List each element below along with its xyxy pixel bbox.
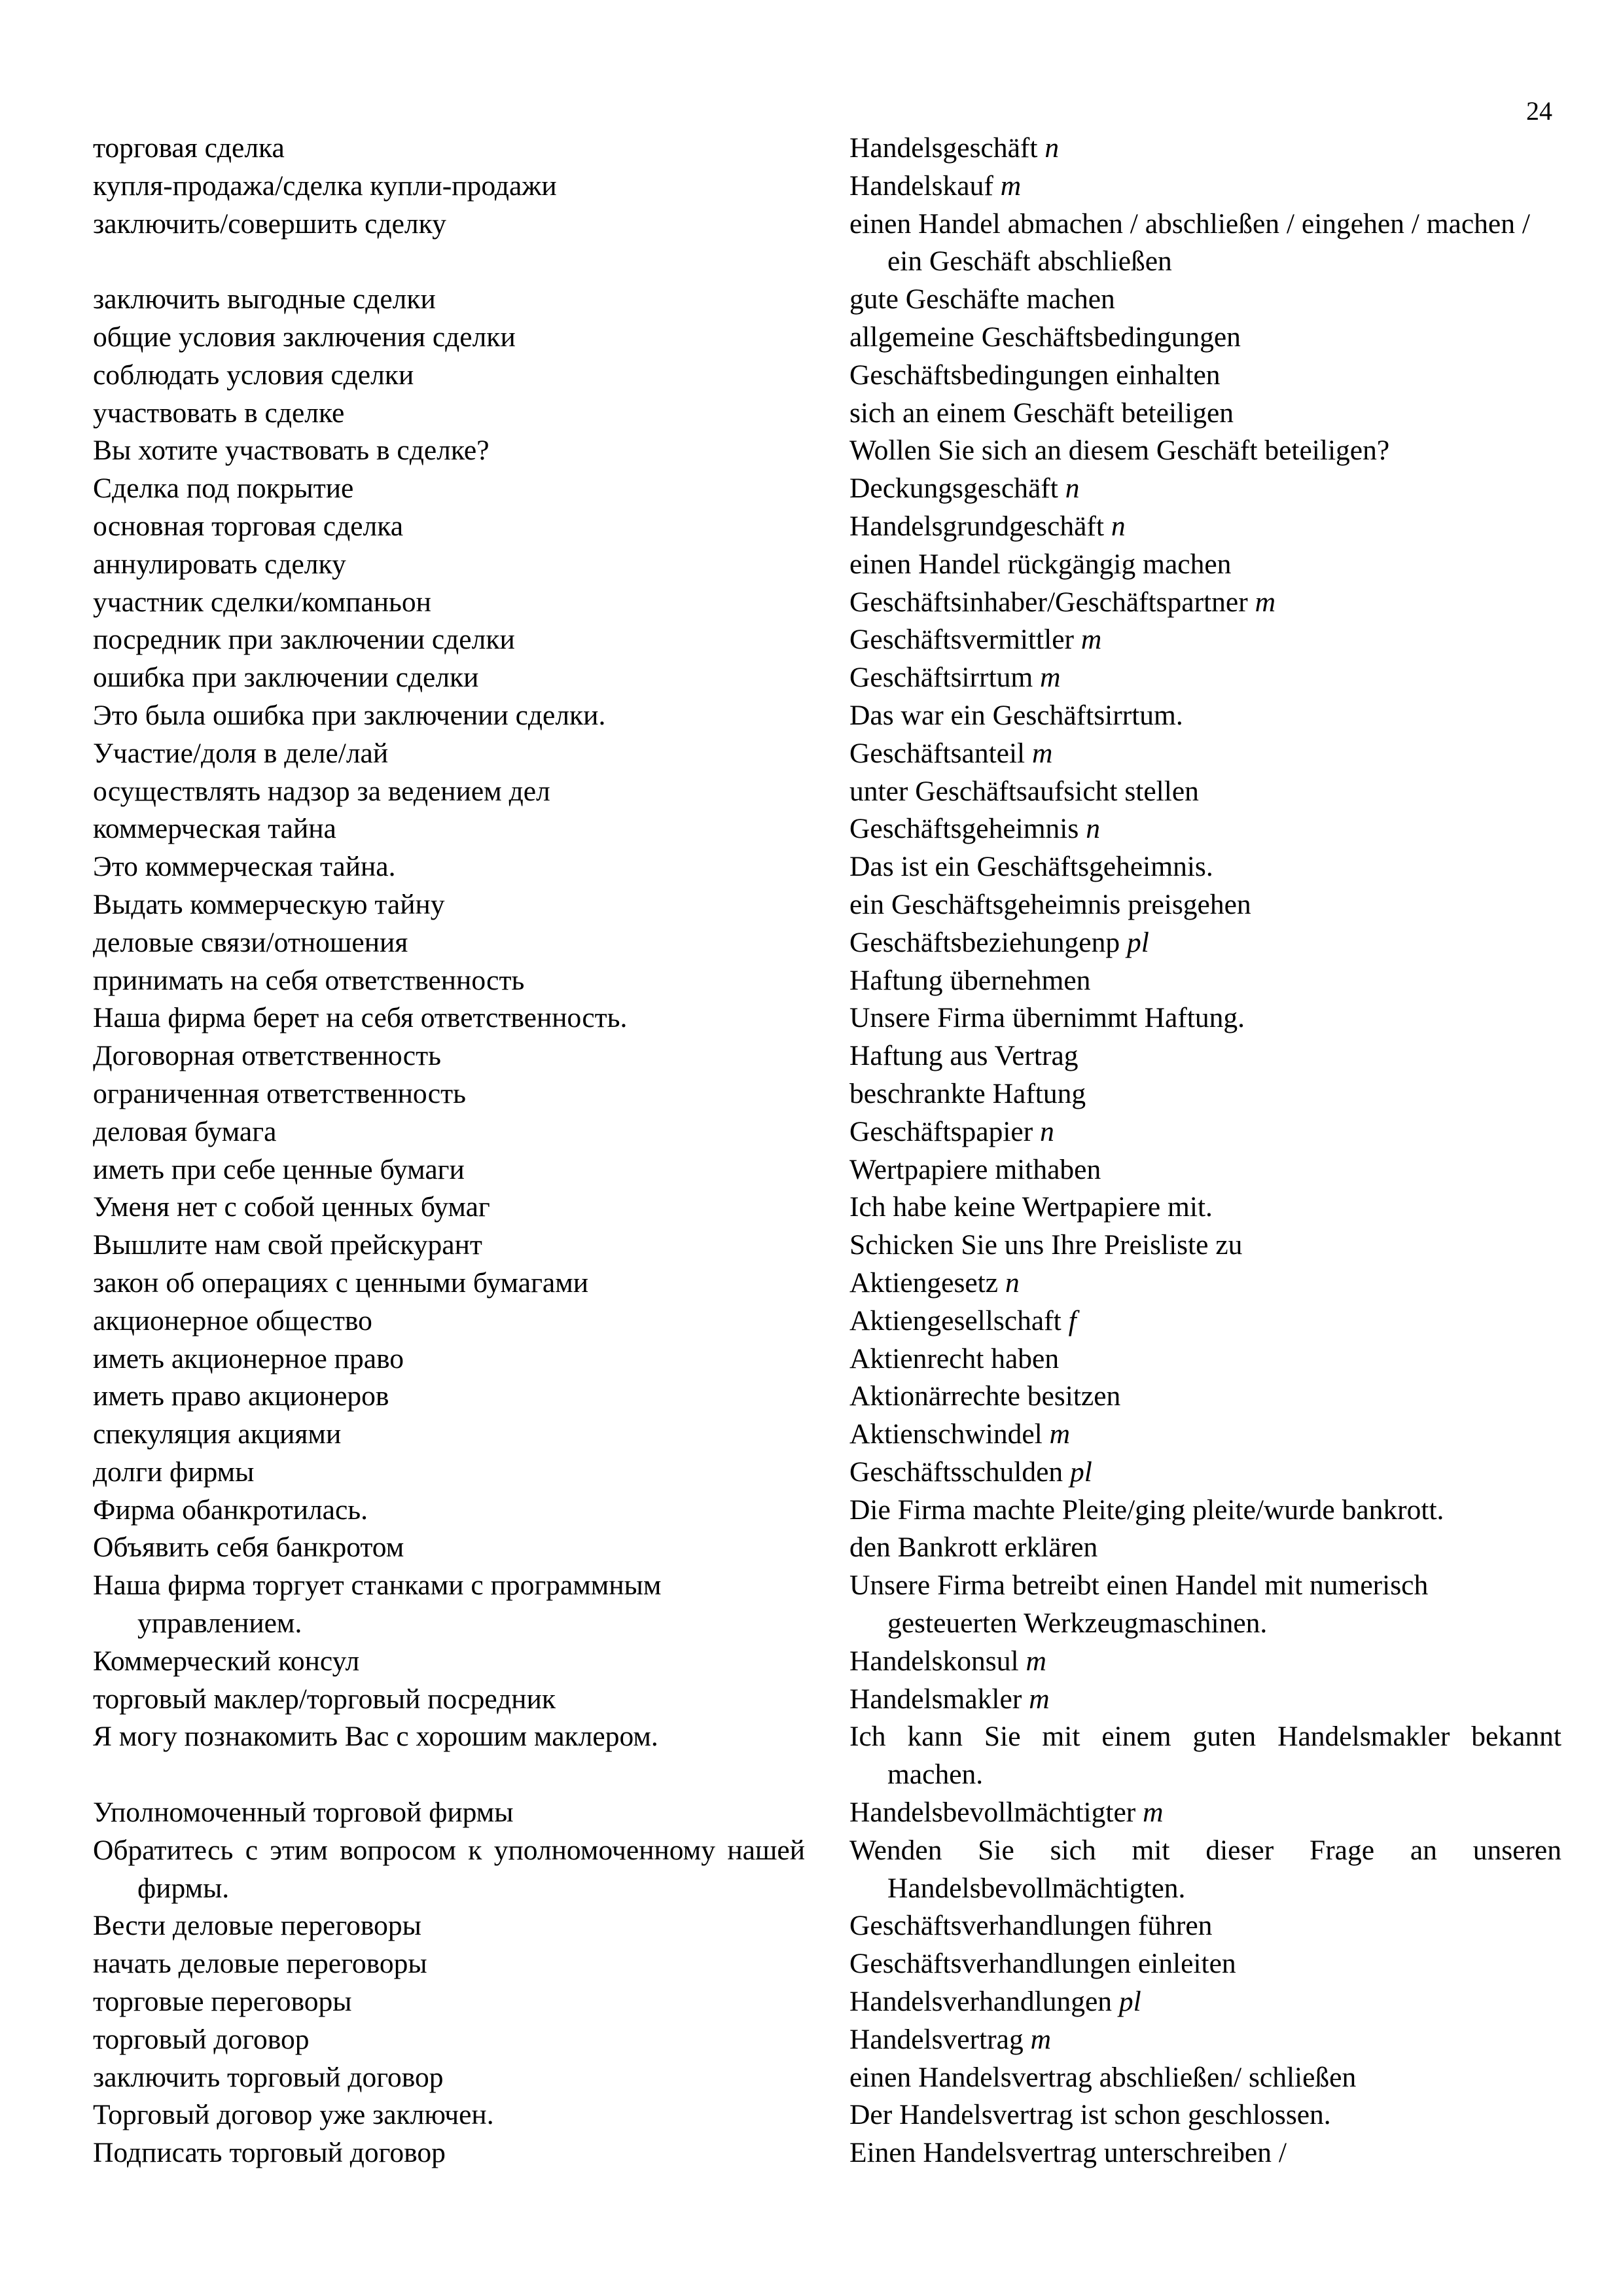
german-text: Geschäftspapier [849,1115,1033,1147]
glossary-entry [93,395,1474,433]
german-term [849,1302,1561,1340]
german-text: Handelsgeschäft [849,132,1038,164]
glossary-entry [93,1037,1474,1075]
german-text: allgemeine Geschäftsbedingungen [849,321,1241,353]
russian-term: Вышлите нам свой прейскурант [93,1229,482,1261]
russian-term: торговая сделка [93,132,285,164]
grammatical-marker: m [1049,1418,1071,1450]
german-text: Unsere Firma übernimmt Haftung. [849,1002,1245,1034]
grammatical-marker: n [1040,1115,1054,1147]
german-text: einen Handel rückgängig machen [849,548,1232,580]
russian-term: Сделка под покрытие [93,473,354,505]
german-term [849,470,1561,508]
glossary-entry [93,1265,1474,1302]
german-term [849,810,1561,848]
russian-term: Вести деловые переговоры [93,1910,421,1942]
german-text: Geschäftsgeheimnis [849,813,1079,845]
german-text: beschrankte Haftung [849,1077,1086,1109]
german-term [849,659,1561,697]
glossary-entry [93,1832,1561,1908]
german-term [849,1340,1561,1378]
grammatical-marker: m [1000,170,1022,202]
glossary-entry [93,2021,1474,2059]
russian-term: Это коммерческая тайна. [93,851,396,883]
german-term [849,281,1561,319]
german-term [849,1454,1561,1492]
russian-term: Фирма обанкротилась. [93,1494,368,1526]
glossary-entry [93,1983,1474,2021]
glossary-entry [93,1302,1474,1340]
german-term [849,1567,1561,1643]
grammatical-marker: m [1026,1645,1046,1677]
grammatical-marker: pl [1118,1986,1141,2018]
glossary-entry [93,1227,1474,1265]
grammatical-marker: m [1040,662,1061,694]
glossary-entry [93,1454,1474,1492]
german-text: Ich kann Sie mit einem guten Handelsmakler bekannt machen. [849,1721,1561,1791]
grammatical-marker: m [1029,1683,1050,1715]
glossary-entry [93,130,1474,168]
german-text: Unsere Firma betreibt einen Handel mit numerisch gesteuerten Werkzeugmaschinen. [849,1570,1429,1640]
german-term [849,1113,1561,1151]
german-text: einen Handel abmachen / abschließen / eingehen / machen / ein Geschäft abschließen [849,207,1530,278]
glossary-entry [93,1567,1474,1643]
german-text: Wenden Sie sich mit dieser Frage an unseren Handelsbevollmächtigten. [849,1834,1561,1904]
german-text: Geschäftsinhaber/Geschäftspartner [849,586,1248,618]
russian-term: Уменя нет с собой ценных бумаг [93,1191,490,1223]
glossary-entry [93,810,1474,848]
glossary-entry [93,2096,1474,2134]
german-term [849,1945,1561,1983]
german-term [849,1832,1561,1908]
glossary-entry [93,1378,1474,1416]
german-term [849,1075,1561,1113]
german-term [849,206,1561,281]
russian-term: основная торговая сделка [93,510,404,542]
grammatical-marker: n [1065,473,1080,505]
glossary-entry [93,1681,1474,1719]
glossary-table [93,130,1561,2172]
page-number: 24 [1526,96,1552,126]
german-term [849,1265,1561,1302]
german-text: unter Geschäftsaufsicht stellen [849,775,1199,807]
glossary-entry [93,1113,1474,1151]
german-text: Aktienrecht haben [849,1342,1060,1374]
german-term [849,432,1561,470]
russian-term: заключить торговый договор [93,2061,444,2093]
russian-term: Наша фирма берет на себя ответственность. [93,1002,628,1034]
german-term [849,1378,1561,1416]
glossary-entry [93,1643,1474,1681]
german-term [849,2134,1561,2172]
german-term [849,2096,1561,2134]
german-term [849,773,1561,811]
russian-term: иметь акционерное право [93,1342,404,1374]
german-text: Das war ein Geschäftsirrtum. [849,699,1183,731]
german-term [849,2021,1561,2059]
german-text: Geschäftsirrtum [849,662,1033,694]
russian-term: иметь при себе ценные бумаги [93,1153,465,1185]
glossary-entry [93,357,1474,395]
russian-term: общие условия заключения сделки [93,321,516,353]
german-text: Haftung übernehmen [849,964,1091,996]
russian-term: купля-продажа/сделка купли-продажи [93,170,557,202]
german-text: Handelsverhandlungen [849,1986,1113,2018]
glossary-entry [93,1075,1474,1113]
german-term [849,1907,1561,1945]
german-term [849,584,1561,622]
glossary-entry [93,1151,1474,1189]
glossary-entry [93,1529,1474,1567]
russian-term: Обратитесь с этим вопросом к уполномоченному нашей фирмы. [93,1834,805,1904]
german-term [849,508,1561,546]
russian-term: иметь право акционеров [93,1380,389,1412]
russian-term: деловая бумага [93,1115,277,1147]
german-term [849,546,1561,584]
glossary-entry [93,999,1474,1037]
russian-term: долги фирмы [93,1456,255,1488]
russian-term: Договорная ответственность [93,1040,441,1072]
german-text: Geschäftsvermittler [849,624,1075,656]
german-text: Handelsgrundgeschäft [849,510,1104,542]
german-term [849,1529,1561,1567]
german-term [849,1983,1561,2021]
german-term [849,1416,1561,1454]
russian-term: Вы хотите участвовать в сделке? [93,435,490,467]
german-text: einen Handelsvertrag abschließen/ schließen [849,2061,1357,2093]
german-term [849,962,1561,1000]
glossary-entry [93,1945,1474,1983]
russian-term: спекуляция акциями [93,1418,342,1450]
german-text: Handelsvertrag [849,2023,1024,2055]
russian-term: акционерное общество [93,1304,372,1336]
russian-term: Выдать коммерческую тайну [93,888,445,920]
german-text: Wollen Sie sich an diesem Geschäft beteiligen? [849,435,1390,467]
russian-term: аннулировать сделку [93,548,346,580]
glossary-entry [93,281,1474,319]
glossary-entry [93,508,1474,546]
german-text: Der Handelsvertrag ist schon geschlossen. [849,2099,1331,2131]
russian-term: торговые переговоры [93,1986,352,2018]
german-text: Geschäftsanteil [849,737,1026,769]
russian-term: закон об операциях с ценными бумагами [93,1266,589,1299]
russian-term: заключить выгодные сделки [93,283,436,315]
glossary-entry [93,848,1474,886]
german-text: Das ist ein Geschäftsgeheimnis. [849,851,1213,883]
russian-term: принимать на себя ответственность [93,964,525,996]
glossary-entry [93,1416,1474,1454]
german-term [849,1643,1561,1681]
german-text: Geschäftsverhandlungen führen [849,1910,1213,1942]
glossary-entry [93,773,1474,811]
russian-term: участвовать в сделке [93,397,345,429]
glossary-entry [93,206,1530,281]
german-text: ein Geschäftsgeheimnis preisgehen [849,888,1251,920]
german-text: sich an einem Geschäft beteiligen [849,397,1234,429]
german-term [849,924,1561,962]
grammatical-marker: n [1005,1266,1020,1299]
russian-term: коммерческая тайна [93,813,336,845]
german-text: Einen Handelsvertrag unterschreiben / [849,2137,1287,2169]
glossary-entry [93,621,1474,659]
german-text: Aktiengesellschaft [849,1304,1061,1336]
german-text: Schicken Sie uns Ihre Preisliste zu [849,1229,1243,1261]
glossary-entry [93,2059,1474,2097]
grammatical-marker: pl [1070,1456,1092,1488]
russian-term: соблюдать условия сделки [93,359,414,391]
german-text: Deckungsgeschäft [849,473,1058,505]
glossary-entry [93,1718,1561,1794]
german-term [849,395,1561,433]
german-text: Ich habe keine Wertpapiere mit. [849,1191,1213,1223]
german-term [849,999,1561,1037]
glossary-entry [93,584,1474,622]
german-term [849,697,1561,735]
german-term [849,1681,1561,1719]
grammatical-marker: m [1030,2023,1052,2055]
glossary-entry [93,168,1474,206]
german-text: gute Geschäfte machen [849,283,1115,315]
german-text: Aktiengesetz [849,1266,999,1299]
german-term [849,1227,1561,1265]
german-term [849,1151,1561,1189]
grammatical-marker: m [1255,586,1276,618]
german-text: Geschäftsbedingungen einhalten [849,359,1221,391]
grammatical-marker: m [1080,624,1102,656]
russian-term: Объявить себя банкротом [93,1532,404,1564]
russian-term: ограниченная ответственность [93,1077,466,1109]
russian-term: Я могу познакомить Вас с хорошим маклером. [93,1721,658,1753]
german-text: den Bankrott erklären [849,1532,1098,1564]
russian-term: посредник при заключении сделки [93,624,515,656]
german-term [849,1492,1561,1530]
grammatical-marker: m [1143,1797,1164,1829]
glossary-entry [93,432,1474,470]
german-term [849,735,1561,773]
german-term [849,168,1561,206]
glossary-entry [93,1340,1474,1378]
grammatical-marker: m [1032,737,1053,769]
german-text: Geschäftsschulden [849,1456,1063,1488]
russian-term: осуществлять надзор за ведением дел [93,775,550,807]
glossary-entry [93,886,1474,924]
german-term [849,357,1561,395]
russian-term: Наша фирма торгует станками с программным управлением. [93,1570,662,1640]
german-term [849,130,1561,168]
german-term [849,1794,1561,1832]
german-term [849,1037,1561,1075]
german-text: Handelsbevollmächtigter [849,1797,1136,1829]
german-term [849,2059,1561,2097]
german-term [849,1718,1561,1794]
grammatical-marker: n [1086,813,1100,845]
russian-term: заключить/совершить сделку [93,207,446,240]
grammatical-marker: n [1111,510,1126,542]
german-term [849,319,1561,357]
german-text: Aktionärrechte besitzen [849,1380,1121,1412]
russian-term: участник сделки/компаньон [93,586,431,618]
glossary-entry [93,1492,1474,1530]
glossary-entry [93,735,1474,773]
grammatical-marker: f [1068,1304,1077,1336]
german-term [849,621,1561,659]
german-text: Handelskonsul [849,1645,1019,1677]
glossary-entry [93,2134,1474,2172]
grammatical-marker: n [1044,132,1060,164]
glossary-entry [93,659,1474,697]
german-text: Aktienschwindel [849,1418,1043,1450]
russian-term: Это была ошибка при заключении сделки. [93,699,606,731]
russian-term: деловые связи/отношения [93,926,408,958]
grammatical-marker: pl [1126,926,1149,958]
german-term [849,1189,1561,1227]
glossary-entry [93,697,1474,735]
german-term [849,848,1561,886]
glossary-entry [93,319,1474,357]
glossary-entry [93,924,1474,962]
russian-term: торговый договор [93,2023,310,2055]
german-text: Die Firma machte Pleite/ging pleite/wurde bankrott. [849,1494,1444,1526]
russian-term: Коммерческий консул [93,1645,360,1677]
german-text: Geschäftsbeziehungenp [849,926,1120,958]
german-text: Wertpapiere mithaben [849,1153,1101,1185]
glossary-entry [93,546,1474,584]
german-text: Handelsmakler [849,1683,1022,1715]
glossary-entry [93,1907,1474,1945]
russian-term: начать деловые переговоры [93,1948,427,1980]
russian-term: торговый маклер/торговый посредник [93,1683,556,1715]
glossary-entry [93,962,1474,1000]
russian-term: Участие/доля в деле/лай [93,737,389,769]
russian-term: ошибка при заключении сделки [93,662,479,694]
german-text: Geschäftsverhandlungen einleiten [849,1948,1236,1980]
german-term [849,886,1561,924]
russian-term: Торговый договор уже заключен. [93,2099,494,2131]
russian-term: Подписать торговый договор [93,2137,446,2169]
glossary-entry [93,470,1474,508]
glossary-entry [93,1794,1474,1832]
german-text: Haftung aus Vertrag [849,1040,1079,1072]
german-text: Handelskauf [849,170,993,202]
russian-term: Уполномоченный торговой фирмы [93,1797,514,1829]
glossary-entry [93,1189,1474,1227]
